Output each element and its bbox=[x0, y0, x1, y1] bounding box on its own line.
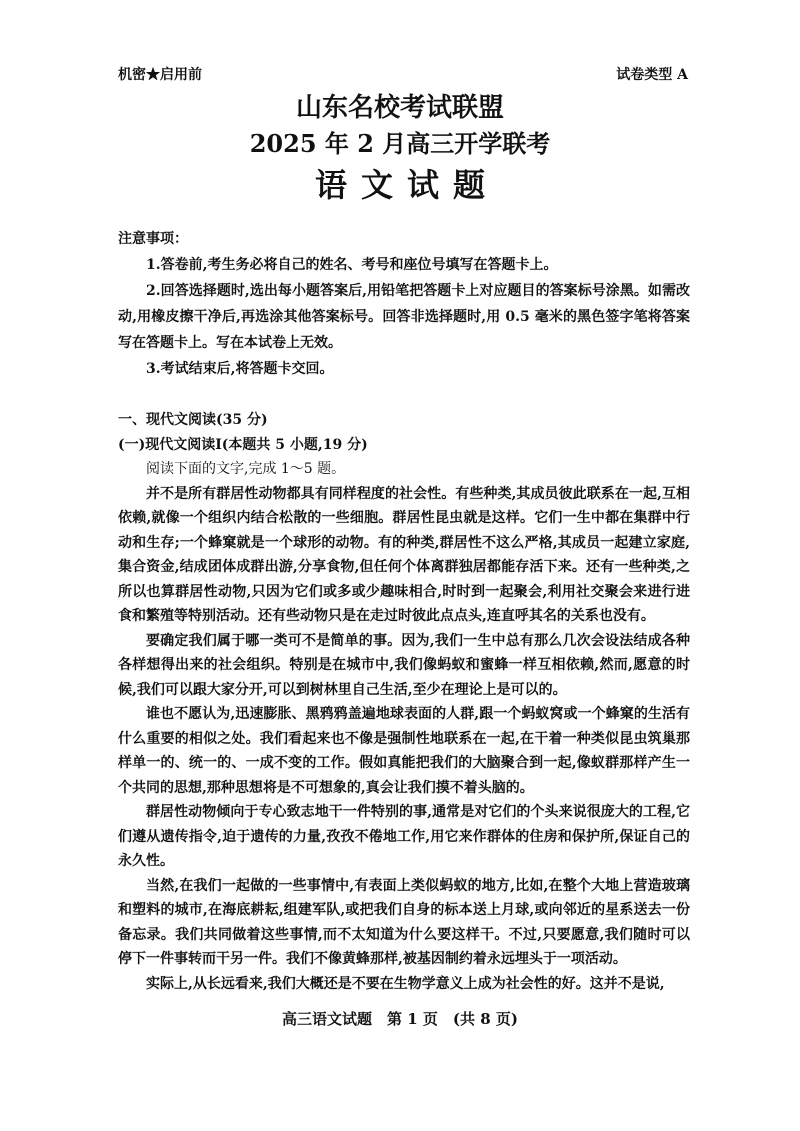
section-title: 一、现代文阅读(35 分) bbox=[118, 412, 268, 428]
exam-date-title: 2025 年 2 月高三开学联考 bbox=[249, 129, 551, 158]
page-footer: 高三语文试题 第 1 页 (共 8 页) bbox=[282, 1010, 518, 1028]
note-item: 3.考试结束后,将答题卡交回。 bbox=[146, 361, 334, 377]
passage-paragraph: 谁也不愿认为,迅速膨胀、黑鸦鸦盖遍地球表面的人群,跟一个蚂蚁窝或一个蜂窠的生活有什么重要的相似之处。我们看起来也不像是强制性地联系在一起,在干着一种类似昆虫筑巢那样单一的、统一的、一成不变的工作。假如真能把我们的大脑聚合到一起,像蚁群那样产生一个共同的思想,那种思想将是不可想象的,真会让我们摸不着头脑的。 bbox=[118, 706, 690, 796]
reading-section bbox=[118, 408, 690, 996]
note-item: 2.回答选择题时,选出每小题答案后,用铅笔把答题卡上对应题目的答案标号涂黑。如需改动,用橡皮擦干净后,再选涂其他答案标号。回答非选择题时,用 0.5 毫米的黑色签字笔将答案写在答题卡上。写在本试卷上无效。 bbox=[118, 283, 690, 351]
confidential-label: 机密★启用前 bbox=[118, 67, 202, 83]
notes-heading: 注意事项： bbox=[118, 231, 188, 247]
section-subtitle: (一)现代文阅读Ⅰ(本题共 5 小题,19 分) bbox=[118, 436, 368, 453]
subject-title: 语文试题 bbox=[314, 166, 499, 204]
passage-paragraph: 当然,在我们一起做的一些事情中,有表面上类似蚂蚁的地方,比如,在整个大地上营造玻璃和塑料的城市,在海底耕耘,组建军队,或把我们自身的标本送上月球,或向邻近的星系送去一份备忘录。我们共同做着这些事情,而不太知道为什么要这样干。不过,只要愿意,我们随时可以停下一件事转而干另一件。我们不像黄蜂那样,被基因制约着永远埋头于一项活动。 bbox=[118, 877, 690, 967]
section-instruction: 阅读下面的文字,完成 1～5 题。 bbox=[146, 461, 346, 477]
paper-type-label: 试卷类型 A bbox=[616, 67, 688, 83]
notes-section bbox=[118, 226, 690, 382]
note-item: 1.答卷前,考生务必将自己的姓名、考号和座位号填写在答题卡上。 bbox=[146, 257, 558, 273]
passage-paragraph: 群居性动物倾向于专心致志地干一件特别的事,通常是对它们的个头来说很庞大的工程,它们遵从遗传指令,迫于遗传的力量,孜孜不倦地工作,用它来作群体的住房和保护所,保证自己的永久性。 bbox=[118, 804, 690, 869]
exam-organizer-title: 山东名校考试联盟 bbox=[295, 93, 504, 123]
passage-paragraph: 并不是所有群居性动物都具有同样程度的社会性。有些种类,其成员彼此联系在一起,互相依赖,就像一个组织内结合松散的一些细胞。群居性昆虫就是这样。它们一生中都在集群中行动和生存;一个蜂窠就是一个球形的动物。有的种类,群居性不这么严格,其成员一起建立家庭,集合资金,结成团体成群出游,分享食物,但任何个体离群独居都能存活下来。还有一些种类,之所以也算群居性动物,只因为它们或多或少趣味相合,时时到一起聚会,利用社交聚会来进行进食和繁殖等特别活动。还有些动物只是在走过时彼此点点头,连直呼其名的关系也没有。 bbox=[118, 485, 690, 624]
passage-paragraph: 要确定我们属于哪一类可不是简单的事。因为,我们一生中总有那么几次会设法结成各种各样想得出来的社会组织。特别是在城市中,我们像蚂蚁和蜜蜂一样互相依赖,然而,愿意的时候,我们可以跟大家分开,可以到树林里自己生活,至少在理论上是可以的。 bbox=[118, 632, 690, 698]
passage-paragraph: 实际上,从长远看来,我们大概还是不要在生物学意义上成为社会性的好。这并不是说, bbox=[146, 975, 665, 992]
